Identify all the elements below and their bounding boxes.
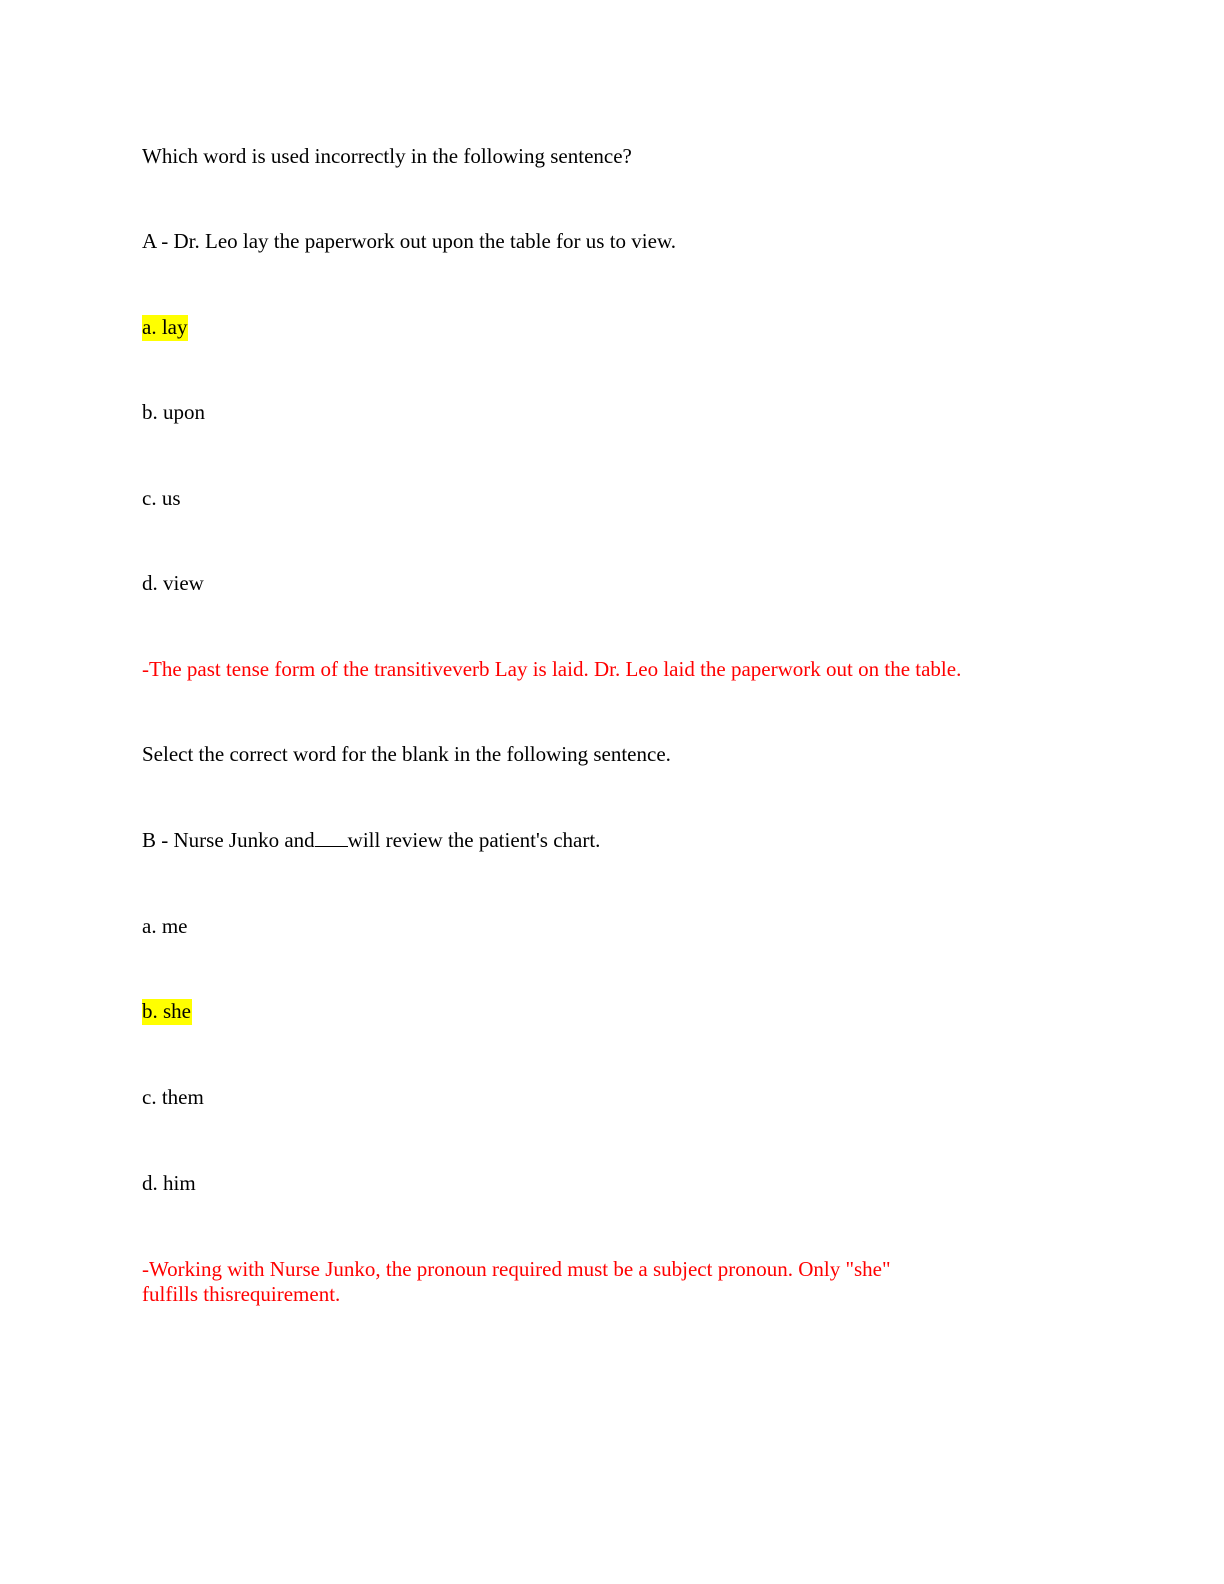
question-2-option-a: a. me <box>142 914 188 938</box>
sentence-before-blank: B - Nurse Junko and <box>142 828 315 852</box>
highlighted-answer: b. she <box>142 999 191 1023</box>
question-2-option-b <box>142 999 192 1024</box>
question-2-explanation-line-2: fulfills thisrequirement. <box>142 1282 341 1306</box>
sentence-after-blank: will review the patient's chart. <box>347 828 601 852</box>
highlighted-answer: a. lay <box>142 315 188 339</box>
question-1-option-d: d. view <box>142 571 204 595</box>
question-2-explanation-line-1: -Working with Nurse Junko, the pronoun required must be a subject pronoun. Only "she" <box>142 1257 891 1281</box>
question-1-sentence: A - Dr. Leo lay the paperwork out upon the table for us to view. <box>142 229 677 253</box>
question-2-option-c: c. them <box>142 1085 204 1109</box>
question-1-prompt: Which word is used incorrectly in the following sentence? <box>142 144 632 168</box>
question-1-option-a <box>142 315 188 340</box>
question-2-option-d: d. him <box>142 1171 196 1195</box>
question-2-sentence <box>142 828 600 853</box>
question-1-option-c: c. us <box>142 486 181 510</box>
answer-blank <box>315 830 348 847</box>
question-2-prompt: Select the correct word for the blank in the following sentence. <box>142 742 671 766</box>
question-1-explanation: -The past tense form of the transitiveverb Lay is laid. Dr. Leo laid the paperwork out on the table. <box>142 657 962 681</box>
question-1-option-b: b. upon <box>142 400 205 424</box>
